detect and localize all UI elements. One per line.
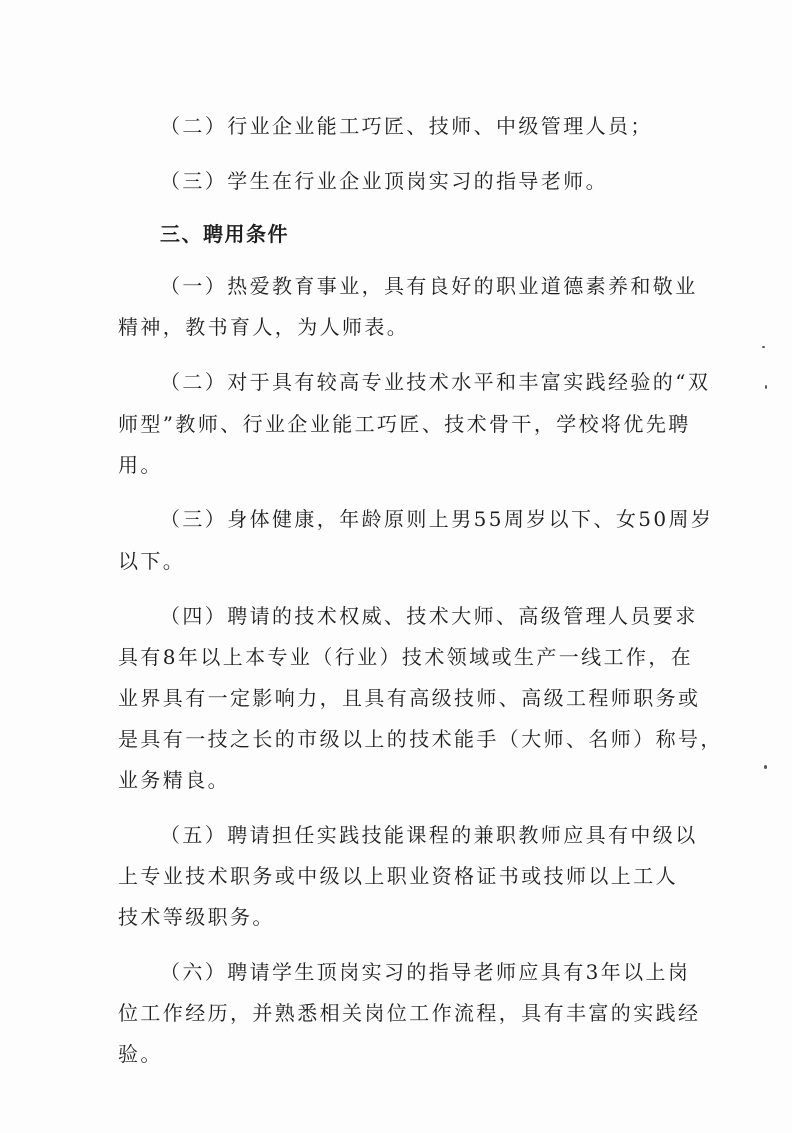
- scan-speck: [764, 765, 767, 769]
- condition-2-line-3: 用。: [118, 453, 163, 477]
- condition-5-line-3: 技术等级职务。: [118, 905, 275, 929]
- condition-1-line-2: 精神，教书育人，为人师表。: [118, 315, 410, 339]
- condition-5-line-1: （五）聘请担任实践技能课程的兼职教师应具有中级以: [160, 823, 698, 847]
- condition-3-line-2: 以下。: [118, 549, 186, 573]
- condition-5-line-2: 上专业技术职务或中级以上职业资格证书或技师以上工人: [118, 864, 678, 888]
- section-heading: 三、聘用条件: [160, 222, 289, 246]
- item-2-line-1: （二）行业企业能工巧匠、技师、中级管理人员；: [160, 114, 653, 138]
- condition-1-line-1: （一）热爱教育事业，具有良好的职业道德素养和敬业: [160, 274, 698, 298]
- condition-3-line-1: （三）身体健康，年龄原则上男55周岁以下、女50周岁: [160, 507, 714, 531]
- condition-6-line-2: 位工作经历，并熟悉相关岗位工作流程，具有丰富的实践经: [118, 1001, 701, 1025]
- condition-4-line-3: 业界具有一定影响力，且具有高级技师、高级工程师职务或: [118, 686, 701, 710]
- condition-4-line-1: （四）聘请的技术权威、技术大师、高级管理人员要求: [160, 604, 698, 628]
- item-3-line-1: （三）学生在行业企业顶岗实习的指导老师。: [160, 169, 608, 193]
- scan-speck: [762, 346, 765, 348]
- condition-2-line-1: （二）对于具有较高专业技术水平和丰富实践经验的“双: [160, 370, 711, 394]
- scan-speck: [765, 385, 767, 389]
- condition-2-line-2: 师型”教师、行业企业能工巧匠、技术骨干，学校将优先聘: [118, 412, 691, 436]
- condition-4-line-4: 是具有一技之长的市级以上的技术能手（大师、名师）称号，: [118, 727, 723, 751]
- condition-6-line-1: （六）聘请学生顶岗实习的指导老师应具有3年以上岗: [160, 960, 691, 984]
- condition-4-line-5: 业务精良。: [118, 768, 230, 792]
- condition-6-line-3: 验。: [118, 1042, 163, 1066]
- condition-4-line-2: 具有8年以上本专业（行业）技术领域或生产一线工作，在: [118, 645, 694, 669]
